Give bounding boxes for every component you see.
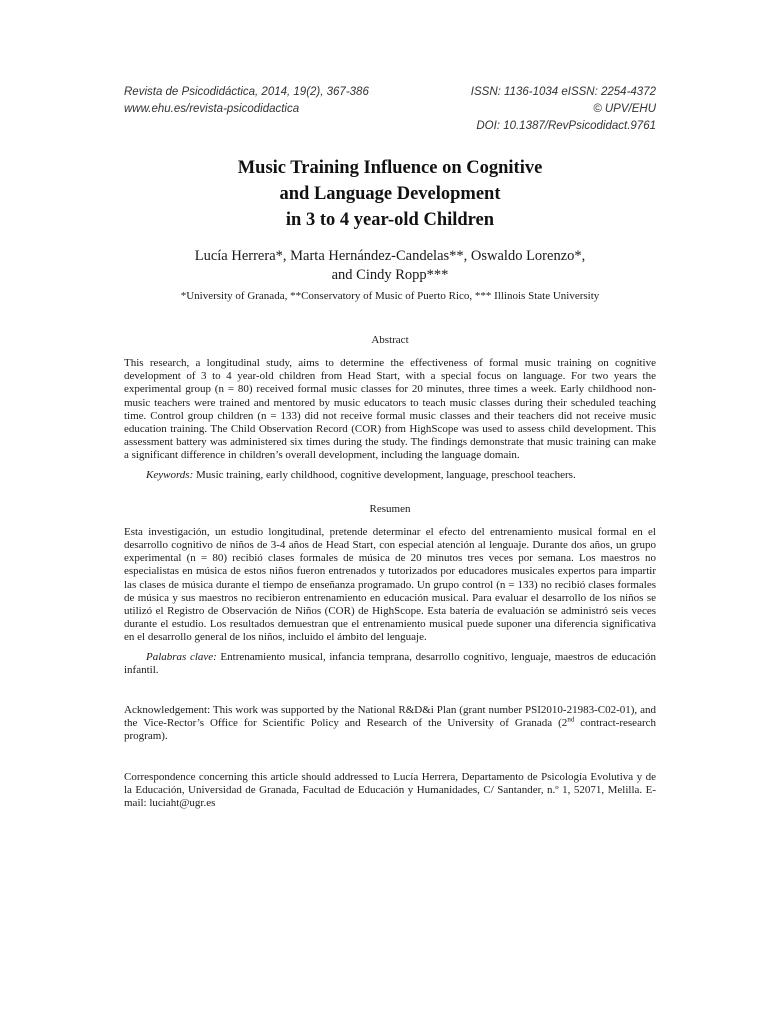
- title-line-3: in 3 to 4 year-old Children: [285, 210, 495, 230]
- ack-text-after: contract-research program).: [124, 717, 656, 743]
- authors-line-2: and Cindy Ropp***: [331, 267, 449, 283]
- correspondence: Correspondence concerning this article should addressed to Lucía Herrera, Departamento de Psicología Evolutiva y de la Educación, Universidad de Granada, Facultad de Educación y Humanidades, C/ Santander, n.º 1, 52071, Melilla. E-mail: luciaht@ugr.es: [124, 770, 656, 810]
- doi: DOI: 10.1387/RevPsicodidact.9761: [476, 120, 656, 132]
- abstract-text: This research, a longitudinal study, aims to determine the effectiveness of formal music training on cognitive development of 3 to 4 year-old children from Head Start, with a special focus on language. For two years the experimental group (n = 80) received formal music classes for 20 minutes, three times a week. Early childhood non-music teachers were trained and mentored by music educators to teach music classes during their scheduled teaching time. Control group children (n = 133) did not receive formal music classes and their teachers did not receive music education training. The Child Observation Record (COR) from HighScope was used to assess child development. This assessment battery was administered six times during the study. The findings demonstrate that music training can make a significant difference in children’s overall development, including the language domain.: [124, 357, 656, 462]
- resumen-text: Esta investigación, un estudio longitudinal, pretende determinar el efecto del entrenamiento musical formal en el desarrollo cognitivo de niños de 3-4 años de Head Start, con especial atención al lenguaje. Durante dos años, un grupo experimental (n = 80) recibió clases formales de música de 20 minutos tres veces por semana. Los maestros no especialistas en música de estos niños fueron entrenados y tutorizados por educadores musicales expertos para impartir las clases de música durante el tiempo de enseñanza programado. Un grupo control (n = 133) no recibió clases formales de música y sus maestros no recibieron entrenamiento en educación musical. Para evaluar el desarrollo de los niños se utilizó el Registro de Observación de Niños (COR) de HighScope. Esta batería de evaluación se administró seis veces durante el estudio. Los resultados demuestran que el entrenamiento musical puede suponer una diferencia significativa en el desarrollo general de los niños, incluido el ámbito del lenguaje.: [124, 525, 656, 644]
- title-line-2: and Language Development: [279, 184, 501, 204]
- abstract-heading: Abstract: [371, 334, 409, 346]
- article-page: [124, 84, 656, 810]
- ack-superscript: nd: [567, 715, 575, 724]
- journal-citation: Revista de Psicodidáctica, 2014, 19(2), 367-386: [124, 86, 369, 98]
- keywords-text: Music training, early childhood, cognitive development, language, preschool teachers.: [196, 468, 576, 481]
- affiliations: *University of Granada, **Conservatory of Music of Puerto Rico, *** Illinois State University: [180, 290, 600, 302]
- running-header: [124, 84, 656, 135]
- title-line-1: Music Training Influence on Cognitive: [237, 158, 543, 178]
- journal-website: www.ehu.es/revista-psicodidactica: [124, 103, 300, 115]
- resumen-keywords: [124, 651, 656, 677]
- authors: [124, 247, 656, 285]
- article-title: [124, 155, 656, 233]
- ack-text-before: Acknowledgement: This work was supported by the National R&D&i Plan (grant number PSI2010-21983-C02-01), and the Vice-Rector’s Office for Scientific Policy and Research of the University of Granada (2: [124, 704, 656, 730]
- palabras-clave-label: Palabras clave:: [146, 650, 217, 663]
- header-left: [124, 84, 369, 135]
- authors-line-1: Lucía Herrera*, Marta Hernández-Candelas**, Oswaldo Lorenzo*,: [194, 248, 586, 264]
- palabras-clave-text: Entrenamiento musical, infancia temprana, desarrollo cognitivo, lenguaje, maestros de educación infantil.: [124, 650, 657, 676]
- header-right: [471, 84, 656, 135]
- copyright: © UPV/EHU: [593, 103, 656, 115]
- resumen-heading: Resumen: [369, 502, 411, 515]
- acknowledgement: [124, 704, 656, 744]
- issn: ISSN: 1136-1034 eISSN: 2254-4372: [470, 86, 656, 98]
- keywords-label: Keywords:: [146, 468, 194, 481]
- abstract-keywords: [124, 469, 656, 482]
